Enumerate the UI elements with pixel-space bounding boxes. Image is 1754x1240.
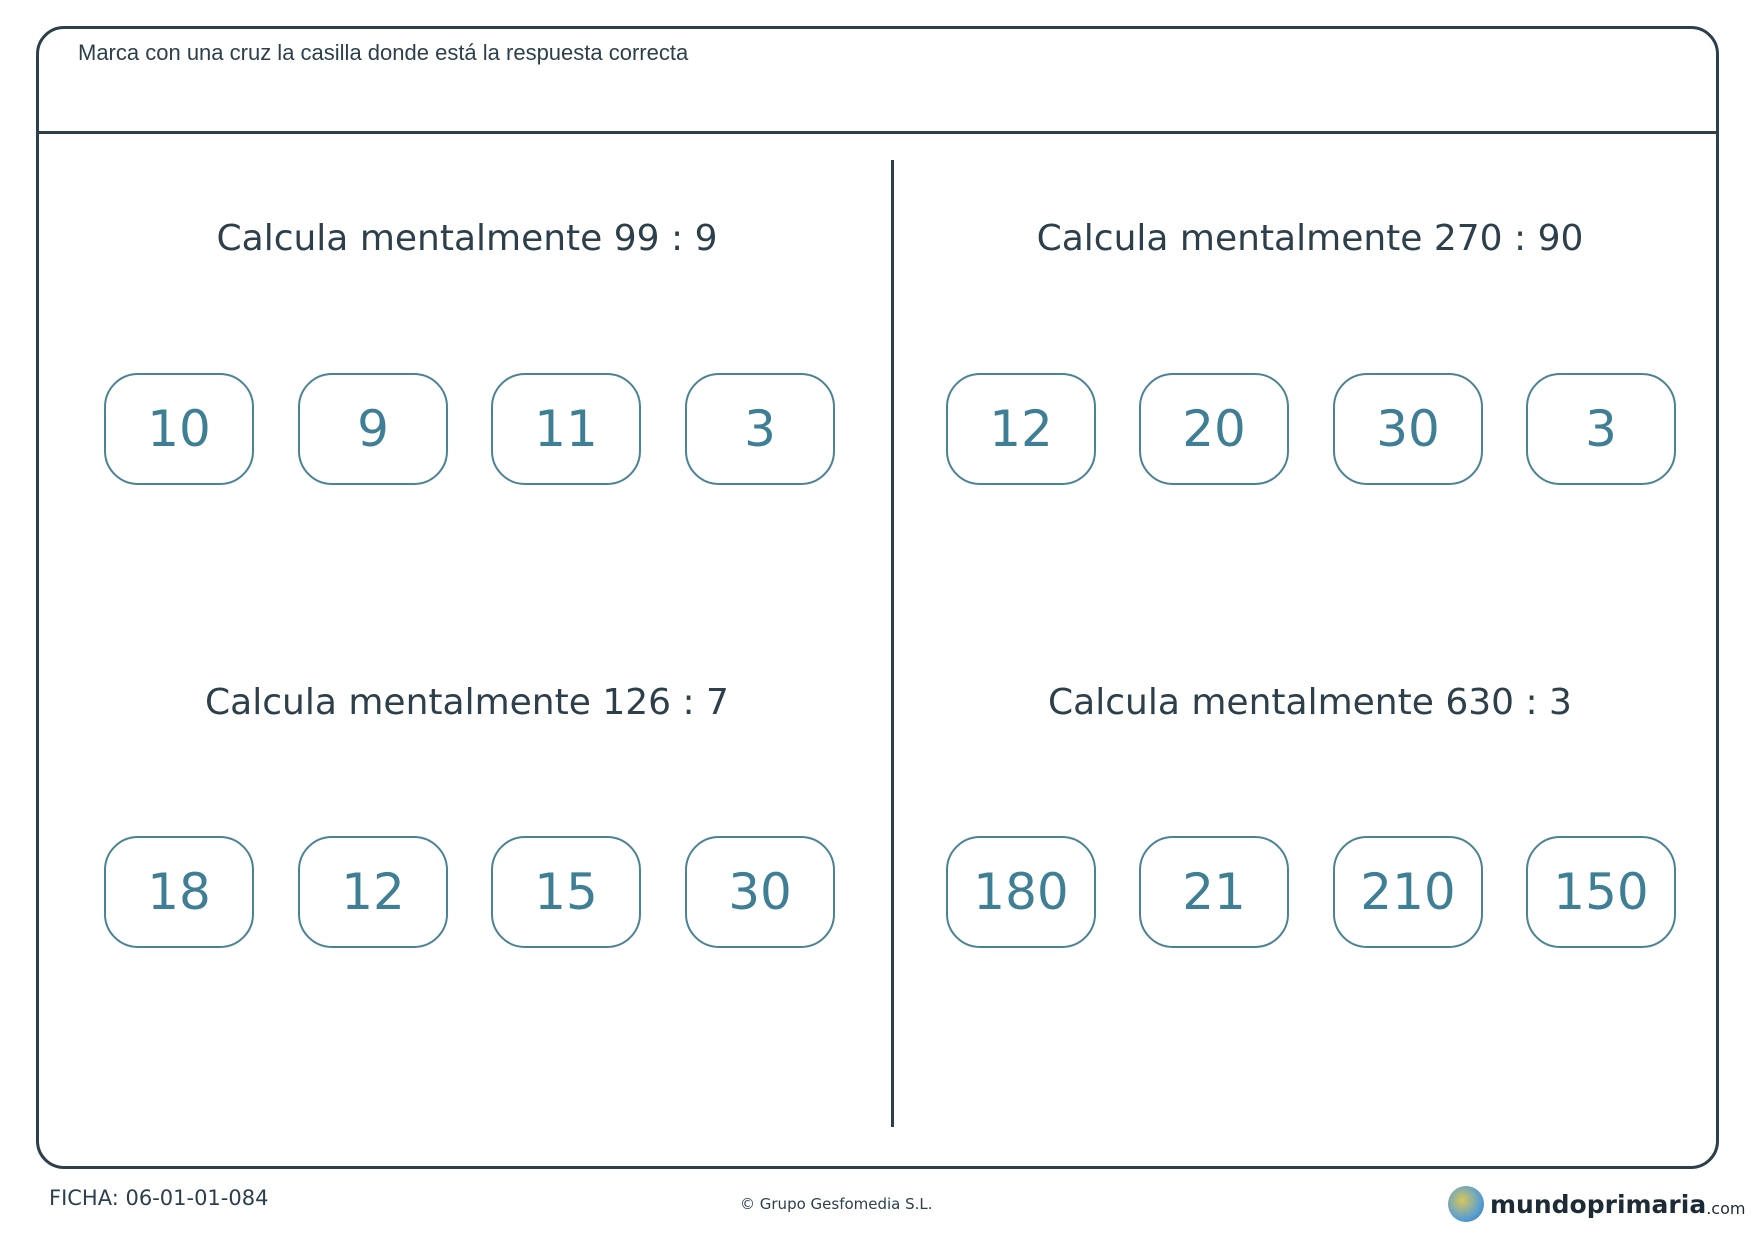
worksheet-frame	[36, 26, 1719, 1169]
answer-option-box[interactable]: 15	[491, 836, 641, 948]
question-title: Calcula mentalmente 630 : 3	[1048, 682, 1572, 723]
answer-option-box[interactable]: 150	[1526, 836, 1676, 948]
answer-option-box[interactable]: 210	[1333, 836, 1483, 948]
answer-option-box[interactable]: 12	[946, 373, 1096, 485]
column-divider	[891, 160, 894, 1127]
answer-option-box[interactable]: 3	[1526, 373, 1676, 485]
answer-option-box[interactable]: 20	[1139, 373, 1289, 485]
globe-icon	[1448, 1186, 1484, 1222]
answer-option-box[interactable]: 18	[104, 836, 254, 948]
mundoprimaria-logo	[1448, 1186, 1745, 1222]
answer-option-box[interactable]: 3	[685, 373, 835, 485]
answer-option-box[interactable]: 9	[298, 373, 448, 485]
question-title: Calcula mentalmente 126 : 7	[205, 682, 729, 723]
question-title: Calcula mentalmente 270 : 90	[1036, 218, 1584, 259]
ficha-code: FICHA: 06-01-01-084	[49, 1186, 269, 1210]
instruction-text: Marca con una cruz la casilla donde está la respuesta correcta	[78, 40, 689, 65]
logo-tld: .com	[1706, 1198, 1746, 1218]
answer-option-box[interactable]: 30	[1333, 373, 1483, 485]
answer-option-box[interactable]: 180	[946, 836, 1096, 948]
question-title: Calcula mentalmente 99 : 9	[216, 218, 718, 259]
answer-option-box[interactable]: 30	[685, 836, 835, 948]
answer-option-box[interactable]: 11	[491, 373, 641, 485]
logo-text: mundoprimaria	[1490, 1189, 1707, 1219]
copyright: © Grupo Gesfomedia S.L.	[740, 1195, 933, 1213]
answer-option-box[interactable]: 10	[104, 373, 254, 485]
answer-option-box[interactable]: 12	[298, 836, 448, 948]
answer-option-box[interactable]: 21	[1139, 836, 1289, 948]
header-divider	[36, 131, 1719, 134]
